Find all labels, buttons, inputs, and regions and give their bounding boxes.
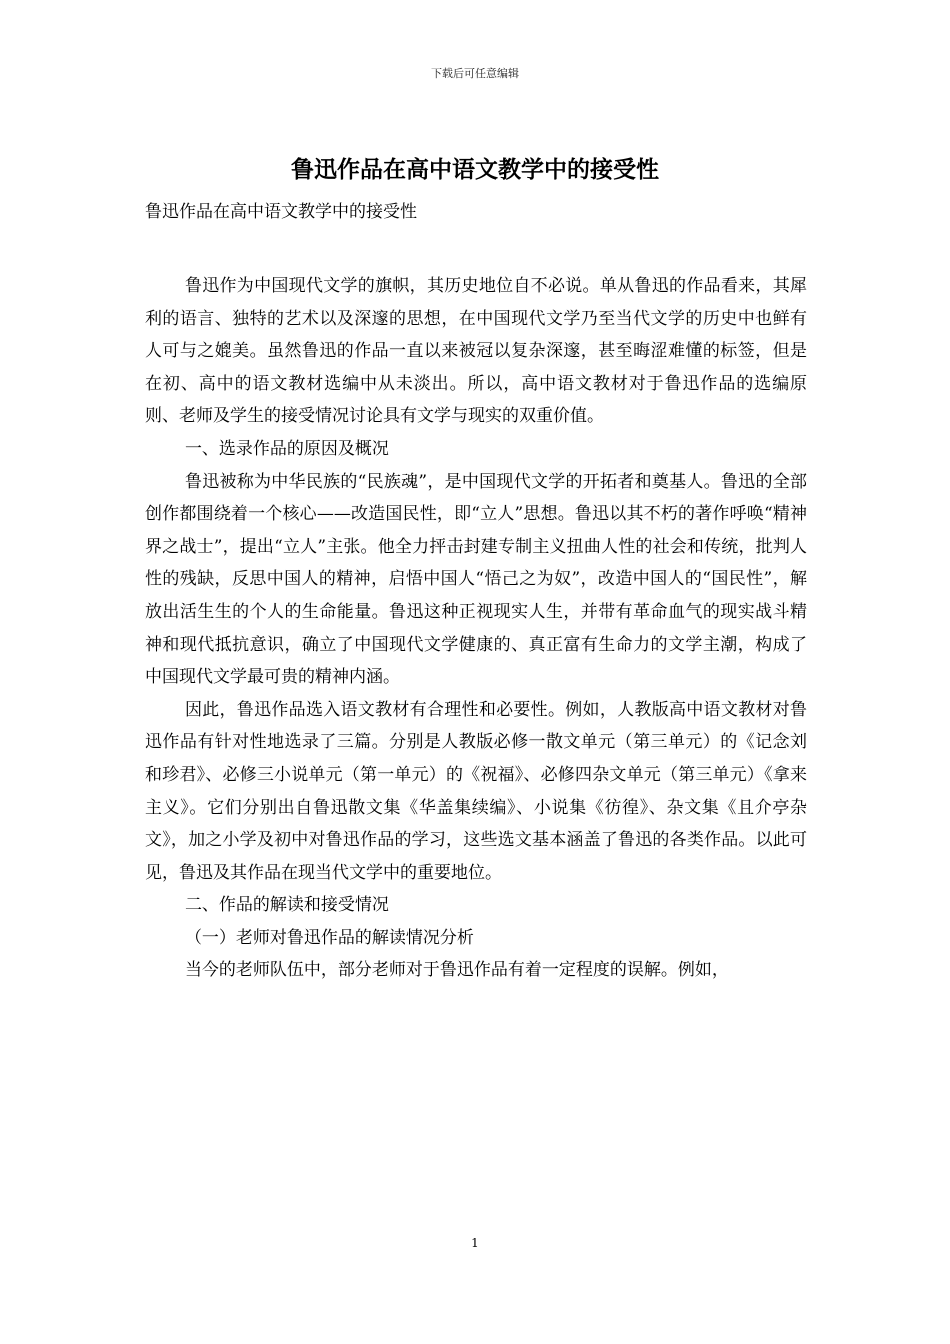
paragraph-textbook-selection: 因此，鲁迅作品选入语文教材有合理性和必要性。例如，人教版高中语文教材对鲁迅作品有针对性地选录了三篇。分别是人教版必修一散文单元（第三单元）的《记念刘和珍君》、必修三小说单元（第一单元）的《祝福》、必修四杂文单元（第三单元）《拿来主义》。它们分别出自鲁迅散文集《华盖集续编》、小说集《彷徨》、杂文集《且介亭杂文》，加之小学及初中对鲁迅作品的学习，这些选文基本涵盖了鲁迅的各类作品。以此可见，鲁迅及其作品在现当代文学中的重要地位。 (145, 699, 807, 883)
paragraph-intro: 鲁迅作为中国现代文学的旗帜，其历史地位自不必说。单从鲁迅的作品看来，其犀利的语言、独特的艺术以及深邃的思想，在中国现代文学乃至当代文学的历史中也鲜有人可与之媲美。虽然鲁迅的作品一直以来被冠以复杂深邃，甚至晦涩难懂的标签，但是在初、高中的语文教材选编中从未淡出。所以，高中语文教材对于鲁迅作品的选编原则、老师及学生的接受情况讨论具有文学与现实的双重价值。 (145, 276, 807, 427)
document-body (145, 270, 807, 987)
section-heading-1: 一、选录作品的原因及概况 (184, 438, 389, 459)
running-header: 下载后可任意编辑 (431, 67, 519, 80)
page-number: 1 (471, 1236, 479, 1250)
section-heading-2: 二、作品的解读和接受情况 (184, 895, 389, 916)
document-subtitle: 鲁迅作品在高中语文教学中的接受性 (145, 202, 417, 222)
subsection-heading-1: （一）老师对鲁迅作品的解读情况分析 (184, 927, 474, 948)
paragraph-minzuhun: 鲁迅被称为中华民族的“民族魂”，是中国现代文学的开拓者和奠基人。鲁迅的全部创作都围绕着一个核心——改造国民性，即“立人”思想。鲁迅以其不朽的著作呼唤“精神界之战士”，提出“立人”主张。他全力抨击封建专制主义扭曲人性的社会和传统，批判人性的残缺，反思中国人的精神，启悟中国人“悟己之为奴”，改造中国人的“国民性”，解放出活生生的个人的生命能量。鲁迅这种正视现实人生，并带有革命血气的现实战斗精神和现代抵抗意识，确立了中国现代文学健康的、真正富有生命力的文学主潮，构成了中国现代文学最可贵的精神内涵。 (145, 471, 807, 688)
paragraph-teachers: 当今的老师队伍中，部分老师对于鲁迅作品有着一定程度的误解。例如， (184, 960, 729, 981)
document-title: 鲁迅作品在高中语文教学中的接受性 (291, 157, 659, 183)
